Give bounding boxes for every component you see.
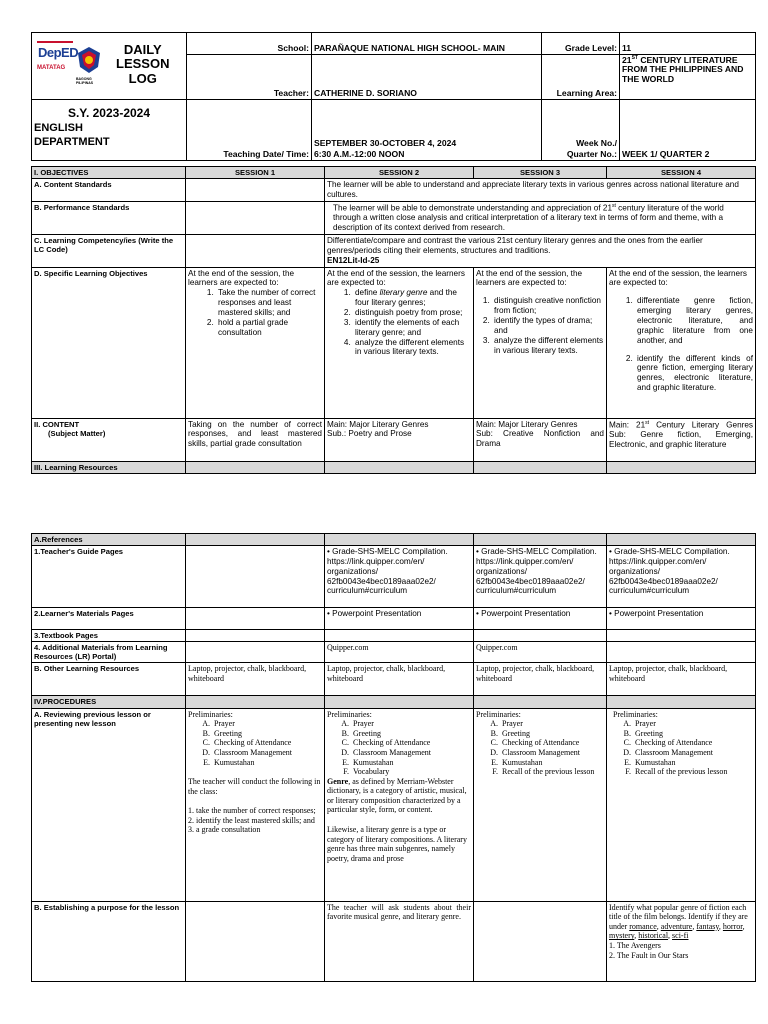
session-1-content: Taking on the number of correct responses, and least mastered skills, partial grade consultation — [186, 418, 325, 461]
session-4-header: SESSION 4 — [607, 167, 756, 179]
bagong-pilipinas-seal — [76, 45, 102, 75]
dept-line-1: ENGLISH — [34, 122, 83, 135]
date-label: Teaching Date/ Time: — [187, 100, 312, 161]
dll-title: DAILY LESSON LOG — [116, 42, 170, 86]
procedures-heading: IV.PROCEDURES — [32, 696, 186, 708]
area-value: 21ST CENTURY LITERATURE FROM THE PHILIPPINES AND THE WORLD — [620, 55, 756, 100]
purpose-session-4: Identify what popular genre of fiction each title of the film belongs. Identify if they are under romance, adventure, fantasy, horror, mystery, historical, sci-fi 1. The Avengers 2. The Fault in Our Stars — [607, 901, 756, 981]
additional-materials-label: 4. Additional Materials from Learning Resources (LR) Portal) — [32, 642, 186, 663]
school-value: PARAÑAQUE NATIONAL HIGH SCHOOL- MAIN — [312, 33, 542, 55]
list-item: 2. identify the different kinds of genre fiction, emerging literary genres, electronic literature, and graphic literature. — [635, 354, 753, 393]
session-2-objectives: At the end of the session, the learners are expected to: 1. define literary genre and the four literary genres; 2. distinguish poetry from prose; 3. identify the elements of each literary genre; and 4. analyze the different elements in various literary texts. — [325, 267, 474, 418]
list-item: 1. Take the number of correct responses and least mastered skills; and — [216, 288, 322, 318]
dept-line-2: DEPARTMENT — [34, 135, 110, 148]
grade-label: Grade Level: — [542, 33, 620, 55]
tg-label: 1.Teacher's Guide Pages — [32, 546, 186, 608]
area-label: Learning Area: — [542, 55, 620, 100]
procedures-table — [31, 533, 756, 982]
competency-label: C. Learning Competency/ies (Write the LC Code) — [32, 235, 186, 268]
content-label: II. CONTENT (Subject Matter) — [32, 418, 186, 461]
competency-code: EN12Lit-Id-25 — [327, 255, 380, 265]
textbook-label: 3.Textbook Pages — [32, 630, 186, 642]
session-3-header: SESSION 3 — [474, 167, 607, 179]
session-3-content: Main: Major Literary Genres Sub: Creative Nonfiction and Drama — [474, 418, 607, 461]
content-standards-label: A. Content Standards — [32, 179, 186, 202]
other-resources-label: B. Other Learning Resources — [32, 663, 186, 696]
lm-session-4: • Powerpoint Presentation — [607, 608, 756, 630]
review-session-1: Preliminaries: A. Prayer B. Greeting C. Checking of Attendance D. Classroom Management E. Kumustahan The teacher will conduct the following in the class: 1. take the number of correct responses; 2. identify the least mastered skills; and 3. a grade consultation — [186, 708, 325, 901]
reviewing-label: A. Reviewing previous lesson or presenting new lesson — [32, 708, 186, 901]
am-session-3: Quipper.com — [474, 642, 607, 663]
am-session-2: Quipper.com — [325, 642, 474, 663]
competency-value: Differentiate/compare and contrast the various 21st century literary genres and the ones from the earlier genres/periods citing their elements, structures and traditions. EN12Lit-Id-25 — [325, 235, 756, 268]
grade-value: 11 — [620, 33, 756, 55]
content-standards-value: The learner will be able to understand and appreciate literary texts in various genres across national literature and cultures. — [325, 179, 756, 202]
tg-session-2: • Grade-SHS-MELC Compilation. https://link.quipper.com/en/ organizations/ 62fb0043e4bec0189aaa02e2/ curriculum#curriculum — [325, 546, 474, 608]
dept-cell — [32, 100, 187, 161]
objectives-heading: I. OBJECTIVES — [32, 167, 186, 179]
session-2-content: Main: Major Literary Genres Sub.: Poetry and Prose — [325, 418, 474, 461]
review-session-3: Preliminaries: A. Prayer B. Greeting C. Checking of Attendance D. Classroom Management E. Kumustahan F. Recall of the previous lesson — [474, 708, 607, 901]
session-2-header: SESSION 2 — [325, 167, 474, 179]
other-session-4: Laptop, projector, chalk, blackboard, whiteboard — [607, 663, 756, 696]
other-session-1: Laptop, projector, chalk, blackboard, whiteboard — [186, 663, 325, 696]
logo-cell — [32, 33, 187, 100]
specific-objectives-label: D. Specific Learning Objectives — [32, 267, 186, 418]
school-year: S.Y. 2023-2024 — [67, 106, 151, 120]
lm-session-2: • Powerpoint Presentation — [325, 608, 474, 630]
purpose-session-2: The teacher will ask students about their favorite musical genre, and literary genre. — [325, 901, 474, 981]
session-4-objectives: At the end of the session, the learners are expected to: 1. differentiate genre fiction, emerging literary genres, electronic literature, and graphic literature from one another, and 2. identify the different kinds of genre fiction, emerging literary genres, electronic literature, and graphic literature. — [607, 267, 756, 418]
teacher-value: CATHERINE D. SORIANO — [312, 55, 542, 100]
performance-standards-value: The learner will be able to demonstrate understanding and appreciation of 21st century literature of the world through a written close analysis and critical interpretation of a literary text in terms of form and theme, with a description of its context derived from research. — [325, 201, 756, 234]
list-item: 1. define literary genre and the four literary genres; — [353, 288, 471, 308]
lm-label: 2.Learner's Materials Pages — [32, 608, 186, 630]
list-item: 2. identify the types of drama; and — [492, 316, 604, 336]
review-session-2: Preliminaries: A. Prayer B. Greeting C. Checking of Attendance D. Classroom Management E. Kumustahan F. Vocabulary Genre, as defined by Merriam-Webster dictionary, is a category of artistic, musical, or literary composition characterized by a particular style, form, or content. Likewise, a literary genre is a type or category of literary compositions. A literary genre has three main subgenres, namely poetry, drama and prose — [325, 708, 474, 901]
other-session-3: Laptop, projector, chalk, blackboard, whiteboard — [474, 663, 607, 696]
list-item: 1. distinguish creative nonfiction from fiction; — [492, 296, 604, 316]
session-1-header: SESSION 1 — [186, 167, 325, 179]
lm-session-3: • Powerpoint Presentation — [474, 608, 607, 630]
session-3-objectives: At the end of the session, the learners are expected to: 1. distinguish creative nonfiction from fiction; 2. identify the types of drama; and 3. analyze the different elements in various literary texts. — [474, 267, 607, 418]
objectives-table — [31, 166, 756, 474]
list-item: 2. hold a partial grade consultation — [216, 318, 322, 338]
tg-session-4: • Grade-SHS-MELC Compilation. https://link.quipper.com/en/ organizations/ 62fb0043e4bec0189aaa02e2/ curriculum#curriculum — [607, 546, 756, 608]
week-label: Week No./ Quarter No.: — [542, 100, 620, 161]
week-value: WEEK 1/ QUARTER 2 — [620, 100, 756, 161]
tg-session-3: • Grade-SHS-MELC Compilation. https://link.quipper.com/en/ organizations/ 62fb0043e4bec0189aaa02e2/ curriculum#curriculum — [474, 546, 607, 608]
learning-resources-heading: III. Learning Resources — [32, 461, 186, 473]
list-item: 4. analyze the different elements in various literary texts. — [353, 338, 471, 358]
session-4-content: Main: 21st Century Literary Genres Sub: Genre fiction, Emerging, Electronic, and graphic literature — [607, 418, 756, 461]
performance-standards-label: B. Performance Standards — [32, 201, 186, 234]
other-session-2: Laptop, projector, chalk, blackboard, whiteboard — [325, 663, 474, 696]
references-heading: A.References — [32, 534, 186, 546]
review-session-4: Preliminaries: A. Prayer B. Greeting C. Checking of Attendance D. Classroom Management E. Kumustahan F. Recall of the previous lesson — [607, 708, 756, 901]
list-item: 3. analyze the different elements in various literary texts. — [492, 336, 604, 356]
session-1-objectives: At the end of the session, the learners are expected to: 1. Take the number of correct responses and least mastered skills; and 2. hold a partial grade consultation — [186, 267, 325, 418]
date-value: SEPTEMBER 30-OCTOBER 4, 2024 6:30 A.M.-12:00 NOON — [312, 100, 542, 161]
list-item: 3. identify the elements of each literary genre; and — [353, 318, 471, 338]
teacher-label: Teacher: — [187, 55, 312, 100]
list-item: 2. distinguish poetry from prose; — [353, 308, 471, 318]
school-label: School: — [187, 33, 312, 55]
list-item: 1. differentiate genre fiction, emerging literary genres, electronic literature, and graphic literature from one another, and — [635, 296, 753, 345]
deped-logo: DepED MATATAG BAGONG PILIPINAS — [34, 37, 106, 89]
purpose-label: B. Establishing a purpose for the lesson — [32, 901, 186, 981]
header-table — [31, 32, 756, 161]
